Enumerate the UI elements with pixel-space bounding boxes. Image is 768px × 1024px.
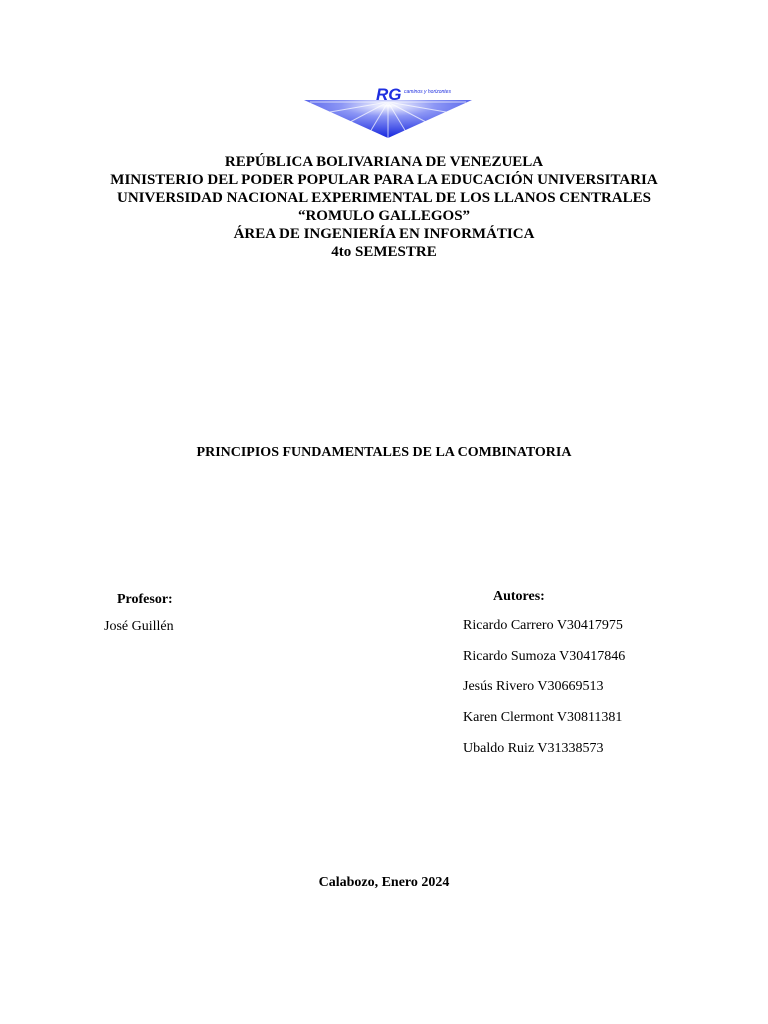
header-line: “ROMULO GALLEGOS” bbox=[297, 208, 471, 224]
header-line: 4to SEMESTRE bbox=[331, 244, 437, 260]
document-title: PRINCIPIOS FUNDAMENTALES DE LA COMBINATORIA bbox=[196, 445, 572, 460]
header-line: UNIVERSIDAD NACIONAL EXPERIMENTAL DE LOS LLANOS CENTRALES bbox=[117, 190, 651, 206]
author-item: Karen Clermont V30811381 bbox=[463, 710, 623, 726]
professor-label: Profesor: bbox=[117, 592, 173, 607]
authors-label: Autores: bbox=[493, 589, 545, 604]
header-line: ÁREA DE INGENIERÍA EN INFORMÁTICA bbox=[233, 226, 535, 242]
university-logo bbox=[300, 82, 476, 140]
author-item: Ricardo Sumoza V30417846 bbox=[463, 648, 626, 664]
author-item: Ricardo Carrero V30417975 bbox=[463, 618, 623, 633]
authors-list bbox=[463, 617, 625, 770]
professor-name: José Guillén bbox=[104, 619, 174, 634]
author-item: Jesús Rivero V30669513 bbox=[463, 679, 604, 695]
header-line: REPÚBLICA BOLIVARIANA DE VENEZUELA bbox=[224, 154, 544, 170]
place-date: Calabozo, Enero 2024 bbox=[318, 875, 450, 890]
institution-header bbox=[0, 153, 768, 261]
author-item: Ubaldo Ruiz V31338573 bbox=[463, 740, 604, 756]
logo-tagline: caminos y horizontes bbox=[404, 89, 451, 95]
logo-letters: RG bbox=[376, 85, 402, 104]
header-line: MINISTERIO DEL PODER POPULAR PARA LA EDUCACIÓN UNIVERSITARIA bbox=[110, 172, 658, 188]
